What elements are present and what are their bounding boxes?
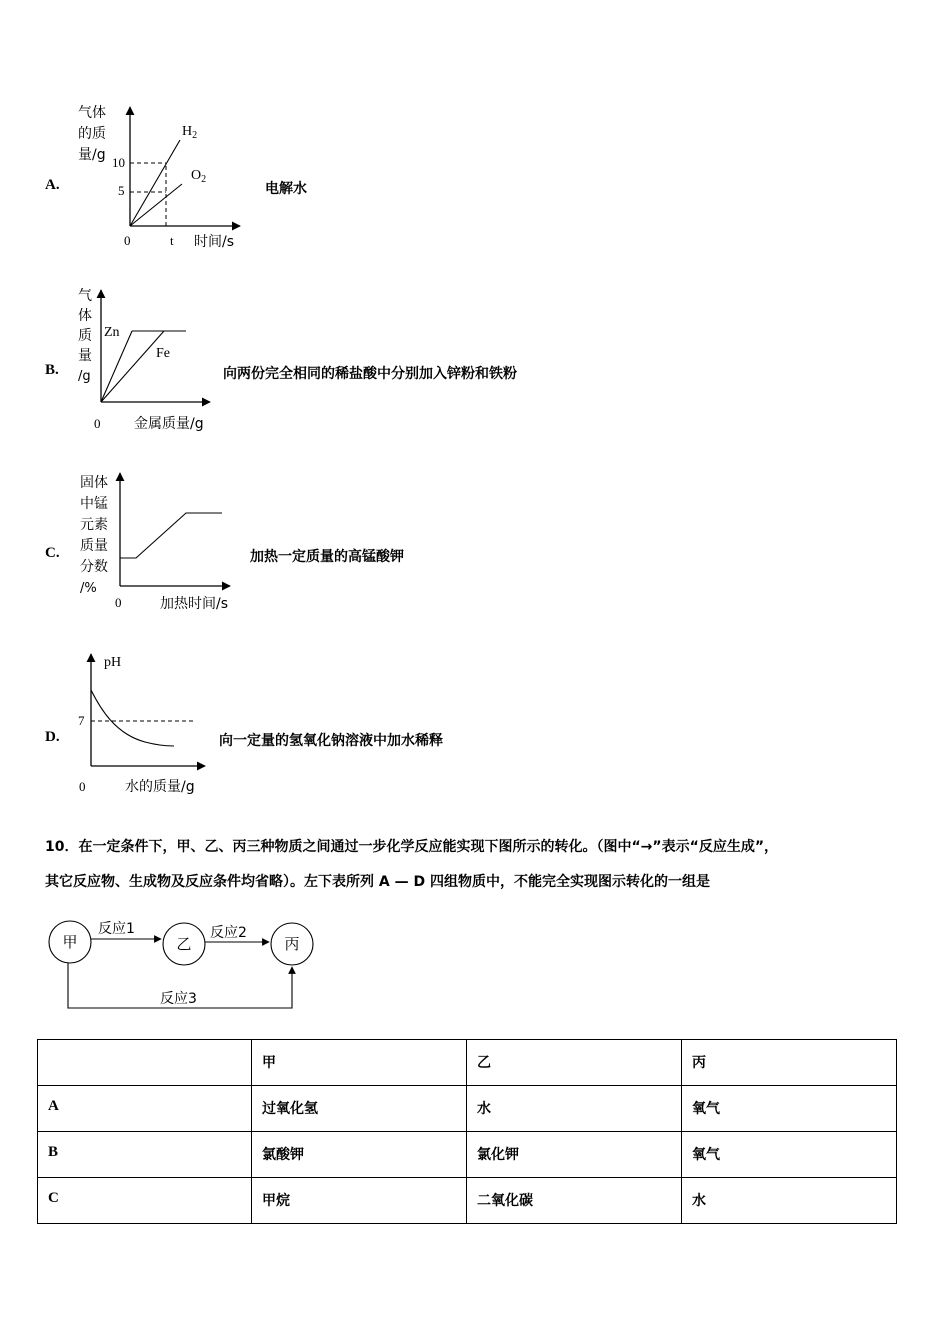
table-cell: 水 bbox=[467, 1086, 682, 1132]
graph-c-xlabel: 加热时间/s bbox=[160, 596, 229, 612]
graph-c-ylabel-6: /% bbox=[80, 581, 97, 596]
table-cell: 氧气 bbox=[682, 1086, 897, 1132]
graph-a-ylabel-3: 量/g bbox=[78, 147, 106, 163]
table-cell: 过氧化氢 bbox=[252, 1086, 467, 1132]
graph-c bbox=[70, 465, 250, 615]
reaction-1-label: 反应1 bbox=[98, 921, 135, 937]
graph-c-ylabel-3: 元素 bbox=[80, 517, 108, 533]
graph-b-ylabel-5: /g bbox=[78, 369, 91, 384]
graph-b-ylabel-1: 气 bbox=[78, 288, 92, 304]
graph-b-line-zn bbox=[101, 331, 132, 402]
graph-b-ylabel-4: 量 bbox=[78, 348, 92, 364]
reaction-3-label: 反应3 bbox=[160, 991, 197, 1007]
graph-c-ylabel-4: 质量 bbox=[80, 538, 108, 554]
table-cell: 氯化钾 bbox=[467, 1132, 682, 1178]
graph-a-line-o2 bbox=[130, 184, 182, 226]
graph-c-ylabel-2: 中锰 bbox=[80, 496, 108, 512]
graph-a-xtick-t: t bbox=[170, 233, 174, 248]
graph-a-origin: 0 bbox=[124, 233, 131, 248]
table-row bbox=[38, 1132, 897, 1178]
table-header-row bbox=[38, 1040, 897, 1086]
graph-b-label-fe: Fe bbox=[156, 346, 170, 361]
graph-d-ytick-7: 7 bbox=[78, 713, 85, 728]
table-cell: 甲烷 bbox=[252, 1178, 467, 1224]
graph-a bbox=[70, 95, 260, 255]
graph-b bbox=[70, 282, 230, 442]
graph-b-ylabel-2: 体 bbox=[78, 308, 92, 324]
option-b-description: 向两份完全相同的稀盐酸中分别加入锌粉和铁粉 bbox=[223, 366, 517, 382]
node-jia-label: 甲 bbox=[62, 933, 78, 951]
option-c-description: 加热一定质量的高锰酸钾 bbox=[250, 549, 404, 565]
node-yi-label: 乙 bbox=[176, 935, 192, 953]
option-d-letter: D. bbox=[45, 729, 60, 745]
graph-a-ylabel-1: 气体 bbox=[78, 105, 106, 121]
table-cell: 二氧化碳 bbox=[467, 1178, 682, 1224]
node-bing-label: 丙 bbox=[284, 935, 300, 953]
table-cell: 水 bbox=[682, 1178, 897, 1224]
graph-a-ylabel-2: 的质 bbox=[78, 126, 106, 142]
substance-table bbox=[37, 1039, 897, 1224]
graph-c-curve bbox=[120, 513, 222, 558]
table-row bbox=[38, 1178, 897, 1224]
table-cell: C bbox=[38, 1178, 252, 1224]
table-header-cell: 丙 bbox=[682, 1040, 897, 1086]
graph-c-origin: 0 bbox=[115, 595, 122, 610]
graph-d bbox=[70, 648, 230, 798]
graph-a-xlabel: 时间/s bbox=[194, 234, 235, 250]
reaction-diagram bbox=[40, 910, 330, 1015]
graph-c-ylabel-5: 分数 bbox=[80, 559, 108, 575]
graph-c-ylabel-1: 固体 bbox=[80, 475, 108, 491]
graph-a-line-h2 bbox=[130, 140, 180, 226]
option-b-letter: B. bbox=[45, 362, 59, 378]
table-header-cell: 乙 bbox=[467, 1040, 682, 1086]
table-cell: 氯酸钾 bbox=[252, 1132, 467, 1178]
table-row bbox=[38, 1086, 897, 1132]
graph-b-origin: 0 bbox=[94, 416, 101, 431]
graph-a-label-o2: $O_2$ bbox=[191, 168, 207, 185]
graph-a-ytick-5: 5 bbox=[118, 183, 125, 198]
table-cell: B bbox=[38, 1132, 252, 1178]
option-a-letter: A. bbox=[45, 177, 60, 193]
graph-a-label-h2: $H_2$ bbox=[182, 124, 198, 141]
graph-d-ylabel: pH bbox=[104, 655, 122, 670]
graph-b-label-zn: Zn bbox=[104, 325, 120, 340]
table-cell: 氧气 bbox=[682, 1132, 897, 1178]
table-header-cell: 甲 bbox=[252, 1040, 467, 1086]
graph-b-xlabel: 金属质量/g bbox=[134, 416, 204, 432]
question-10-line-2: 其它反应物、生成物及反应条件均省略）。左下表所列 A — D 四组物质中，不能完全实现图示转化的一组是 bbox=[45, 874, 710, 890]
table-cell: A bbox=[38, 1086, 252, 1132]
question-10-line-1: 10．在一定条件下，甲、乙、丙三种物质之间通过一步化学反应能实现下图所示的转化。（图中“→”表示“反应生成”， bbox=[45, 839, 779, 855]
graph-d-xlabel: 水的质量/g bbox=[125, 779, 195, 795]
option-c-letter: C. bbox=[45, 545, 60, 561]
option-d-description: 向一定量的氢氧化钠溶液中加水稀释 bbox=[219, 733, 443, 749]
graph-b-line-fe bbox=[101, 331, 164, 402]
graph-d-curve bbox=[91, 690, 174, 746]
reaction-2-label: 反应2 bbox=[210, 925, 247, 941]
graph-b-ylabel-3: 质 bbox=[78, 328, 92, 344]
table-header-cell bbox=[38, 1040, 252, 1086]
graph-d-origin: 0 bbox=[79, 779, 86, 794]
graph-a-ytick-10: 10 bbox=[112, 155, 125, 170]
option-a-description: 电解水 bbox=[265, 181, 307, 197]
